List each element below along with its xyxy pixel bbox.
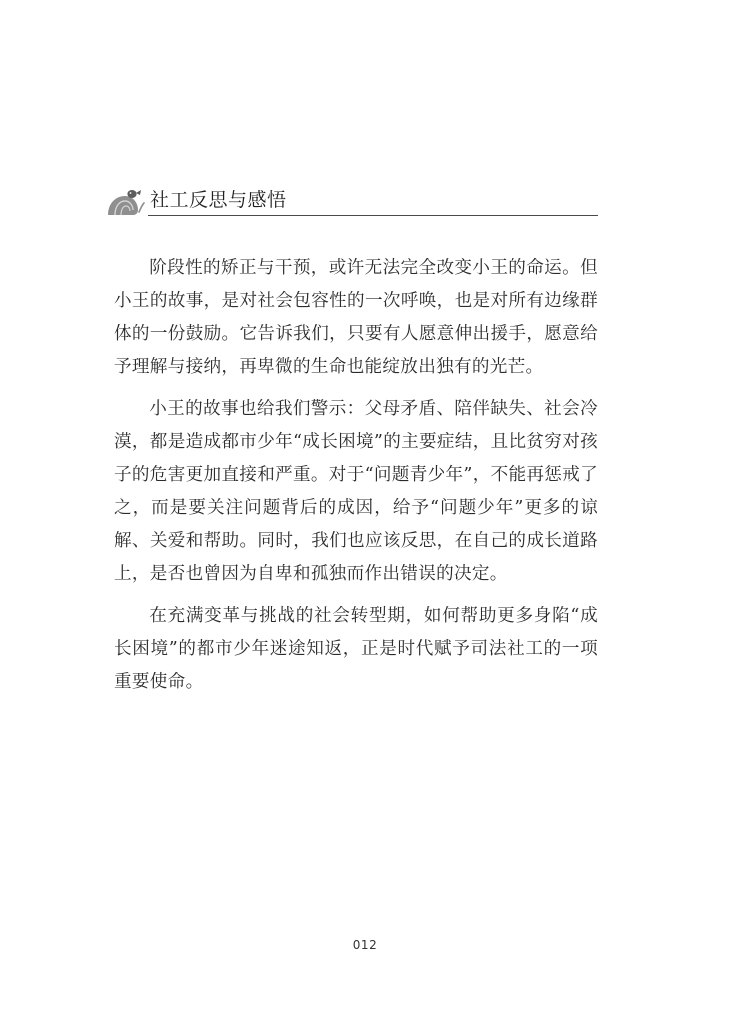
section-title: 社工反思与感悟 [150,189,287,211]
page-number: 012 [352,938,378,952]
bird-on-shell-icon [106,188,146,216]
paragraph-1: 阶段性的矫正与干预，或许无法完全改变小王的命运。但小王的故事，是对社会包容性的一次呼唤，也是对所有边缘群体的一份鼓励。它告诉我们，只要有人愿意伸出援手，愿意给予理解与接纳，再卑微的生命也能绽放出独有的光芒。 [114,258,598,377]
paragraph-3: 在充满变革与挑战的社会转型期，如何帮助更多身陷“成长困境”的都市少年迷途知返，正是时代赋予司法社工的一项重要使命。 [114,606,598,692]
body-text [114,252,598,708]
heading-underline [148,215,598,216]
paragraph-2: 小王的故事也给我们警示：父母矛盾、陪伴缺失、社会冷漠，都是造成都市少年“成长困境”的主要症结，且比贫穷对孩子的危害更加直接和严重。对于“问题青少年”，不能再惩戒了之，而是要关注问题背后的成因，给予“问题少年”更多的谅解、关爱和帮助。同时，我们也应该反思，在自己的成长道路上，是否也曾因为自卑和孤独而作出错误的决定。 [114,399,598,584]
section-heading [106,184,598,218]
